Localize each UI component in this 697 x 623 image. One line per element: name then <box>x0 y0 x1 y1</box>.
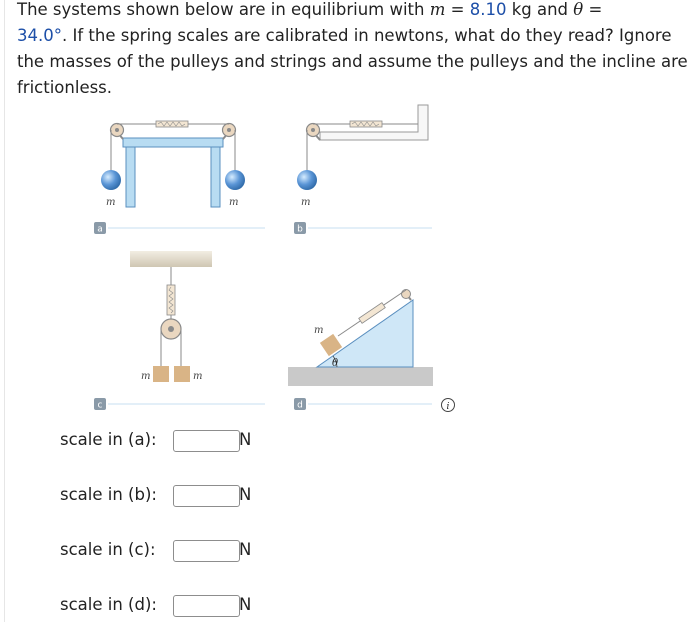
svg-text:a: a <box>97 224 103 235</box>
unit-label: N <box>239 595 252 614</box>
answer-label: scale in (c): <box>60 540 156 559</box>
answer-label: scale in (b): <box>60 485 157 504</box>
mass-label: m <box>106 197 116 208</box>
answer-row-a <box>0 428 697 458</box>
unit-label: N <box>239 485 252 504</box>
mass-value: 8.10 <box>469 0 507 19</box>
svg-text:i: i <box>446 402 450 412</box>
mass-label: m <box>193 371 203 382</box>
mass-label: m <box>229 197 239 208</box>
scale-a-input[interactable] <box>173 430 240 452</box>
answer-row-c <box>0 538 697 568</box>
svg-text:d: d <box>297 400 303 411</box>
unit-label: N <box>239 540 252 559</box>
mass-label: m <box>301 197 311 208</box>
question-text: The systems shown below are in equilibrium with m = 8.10 kg and θ = 34.0°. If the spring scales are calibrated in newtons, what do they read? Ignore the masses of the pulleys and strings and assume the pulleys and the incline are frictionless. <box>17 0 688 97</box>
mass-label: m <box>314 325 324 336</box>
scale-d-input[interactable] <box>173 595 240 617</box>
scale-b-input[interactable] <box>173 485 240 507</box>
answer-label: scale in (a): <box>60 430 157 449</box>
answer-label: scale in (d): <box>60 595 157 614</box>
svg-text:c: c <box>97 400 103 411</box>
scale-c-input[interactable] <box>173 540 240 562</box>
mass-label: m <box>141 371 151 382</box>
angle-value: 34.0° <box>17 26 62 45</box>
svg-text:b: b <box>297 224 303 235</box>
unit-label: N <box>239 430 252 449</box>
answer-row-b <box>0 483 697 513</box>
angle-label: θ <box>332 358 339 369</box>
answer-row-d <box>0 593 697 623</box>
